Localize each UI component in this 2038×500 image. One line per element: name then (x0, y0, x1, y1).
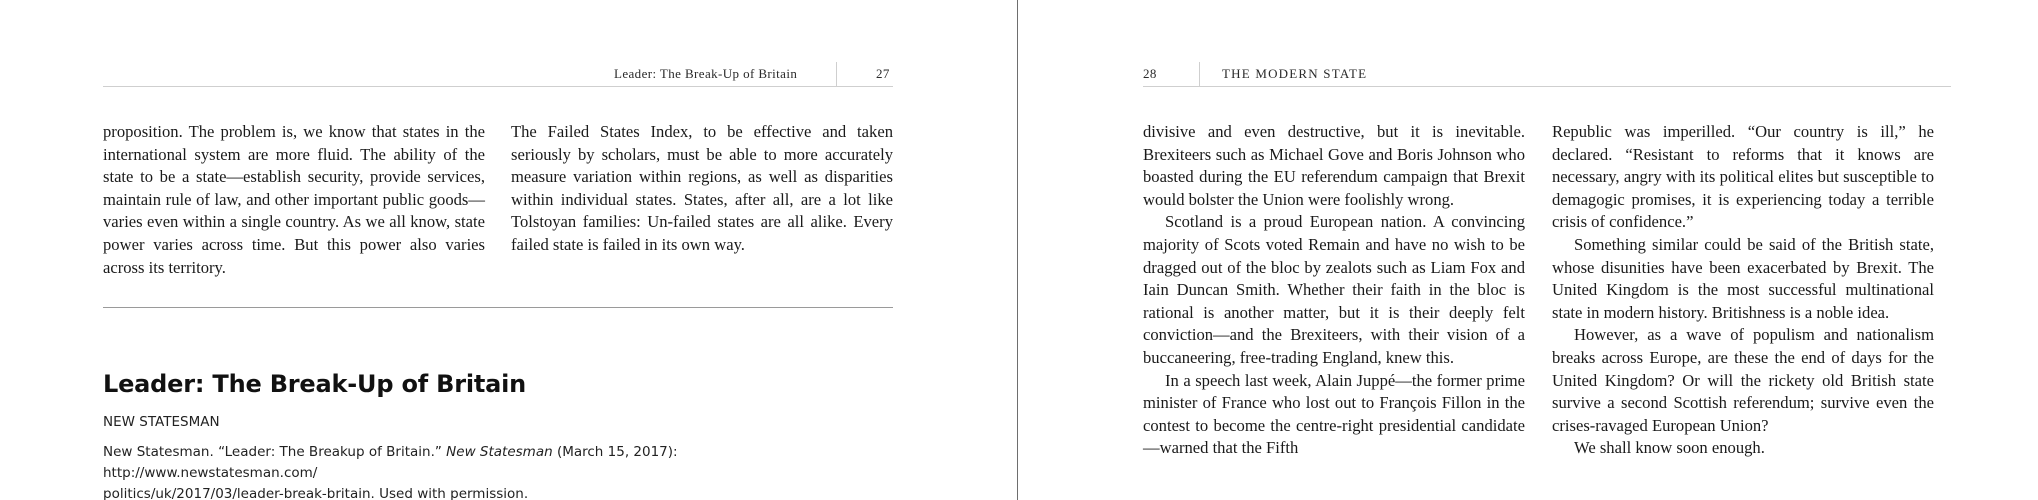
citation-text: politics/uk/2017/03/leader-break-britain. Used with permission. (103, 486, 529, 500)
running-head-rule (1143, 86, 1951, 87)
running-head-title: Leader: The Break-Up of Britain (614, 66, 798, 81)
text-column-left (103, 121, 485, 279)
paragraph: In a speech last week, Alain Juppé—the former prime minister of France who lost out to François Fillon in the contest to become the centre-right presidential candidate—warned that the Fifth (1143, 370, 1525, 458)
paragraph: divisive and even destructive, but it is inevitable. Brexiteers such as Michael Gove and Boris Johnson who boasted during the EU referendum campaign that Brexit would bolster the Union were foolishly wrong. (1143, 122, 1525, 209)
citation-text: (March 15, 2017): http://www.newstatesman.com/ (103, 444, 678, 481)
right-page (1018, 0, 2038, 500)
paragraph: We shall know soon enough. (1574, 438, 1765, 458)
citation-text: New Statesman. “Leader: The Breakup of Britain.” (103, 444, 447, 460)
chapter-title: Leader: The Break-Up of Britain (103, 370, 527, 398)
paragraph: proposition. The problem is, we know that states in the international system are more fluid. The ability of the state to be a state—establish security, provide services, maintain rule of law, and other important public goods—varies even within a single country. As we all know, state power varies across time. But this power also varies across its territory. (103, 122, 485, 277)
paragraph: Republic was imperilled. “Our country is ill,” he declared. “Resistant to reforms that it knows are necessary, angry with its political elites but susceptible to demagogic promises, it is experiencing today a terrible crisis of confidence.” (1552, 122, 1934, 232)
running-head-title: THE MODERN STATE (1222, 66, 1368, 81)
citation-publication: New Statesman (446, 444, 553, 460)
left-page (0, 0, 1018, 500)
paragraph: However, as a wave of populism and nationalism breaks across Europe, are these the end of days for the United Kingdom? Or will the rickety old British state survive a second Scottish referendum; survive even the crises-ravaged European Union? (1552, 325, 1934, 435)
running-head-divider (836, 62, 837, 86)
running-head-rule (103, 86, 893, 87)
page-number: 27 (876, 66, 890, 81)
section-divider (103, 307, 893, 308)
chapter-author: NEW STATESMAN (103, 414, 220, 430)
text-column-left (1143, 121, 1525, 460)
chapter-source-citation (103, 442, 893, 500)
text-column-right (511, 121, 893, 257)
text-column-right (1552, 121, 1934, 460)
running-head-divider (1199, 62, 1200, 86)
paragraph: Something similar could be said of the British state, whose disunities have been exacerbated by Brexit. The United Kingdom is the most successful multinational state in modern history. Britishness is a noble idea. (1552, 234, 1934, 322)
page-number: 28 (1143, 66, 1157, 81)
paragraph: The Failed States Index, to be effective and taken seriously by scholars, must be able to more accurately measure variation within regions, as well as disparities within individual states. States, after all, are a lot like Tolstoyan families: Un-failed states are all alike. Every failed state is failed in its own way. (511, 122, 893, 254)
paragraph: Scotland is a proud European nation. A convincing majority of Scots voted Remain and have no wish to be dragged out of the bloc by zealots such as Liam Fox and Iain Duncan Smith. Whether their faith in the bloc is rational is another matter, but it is their deeply felt conviction—and the Brexiteers, with their vision of a buccaneering, free-trading England, knew this. (1143, 212, 1525, 367)
